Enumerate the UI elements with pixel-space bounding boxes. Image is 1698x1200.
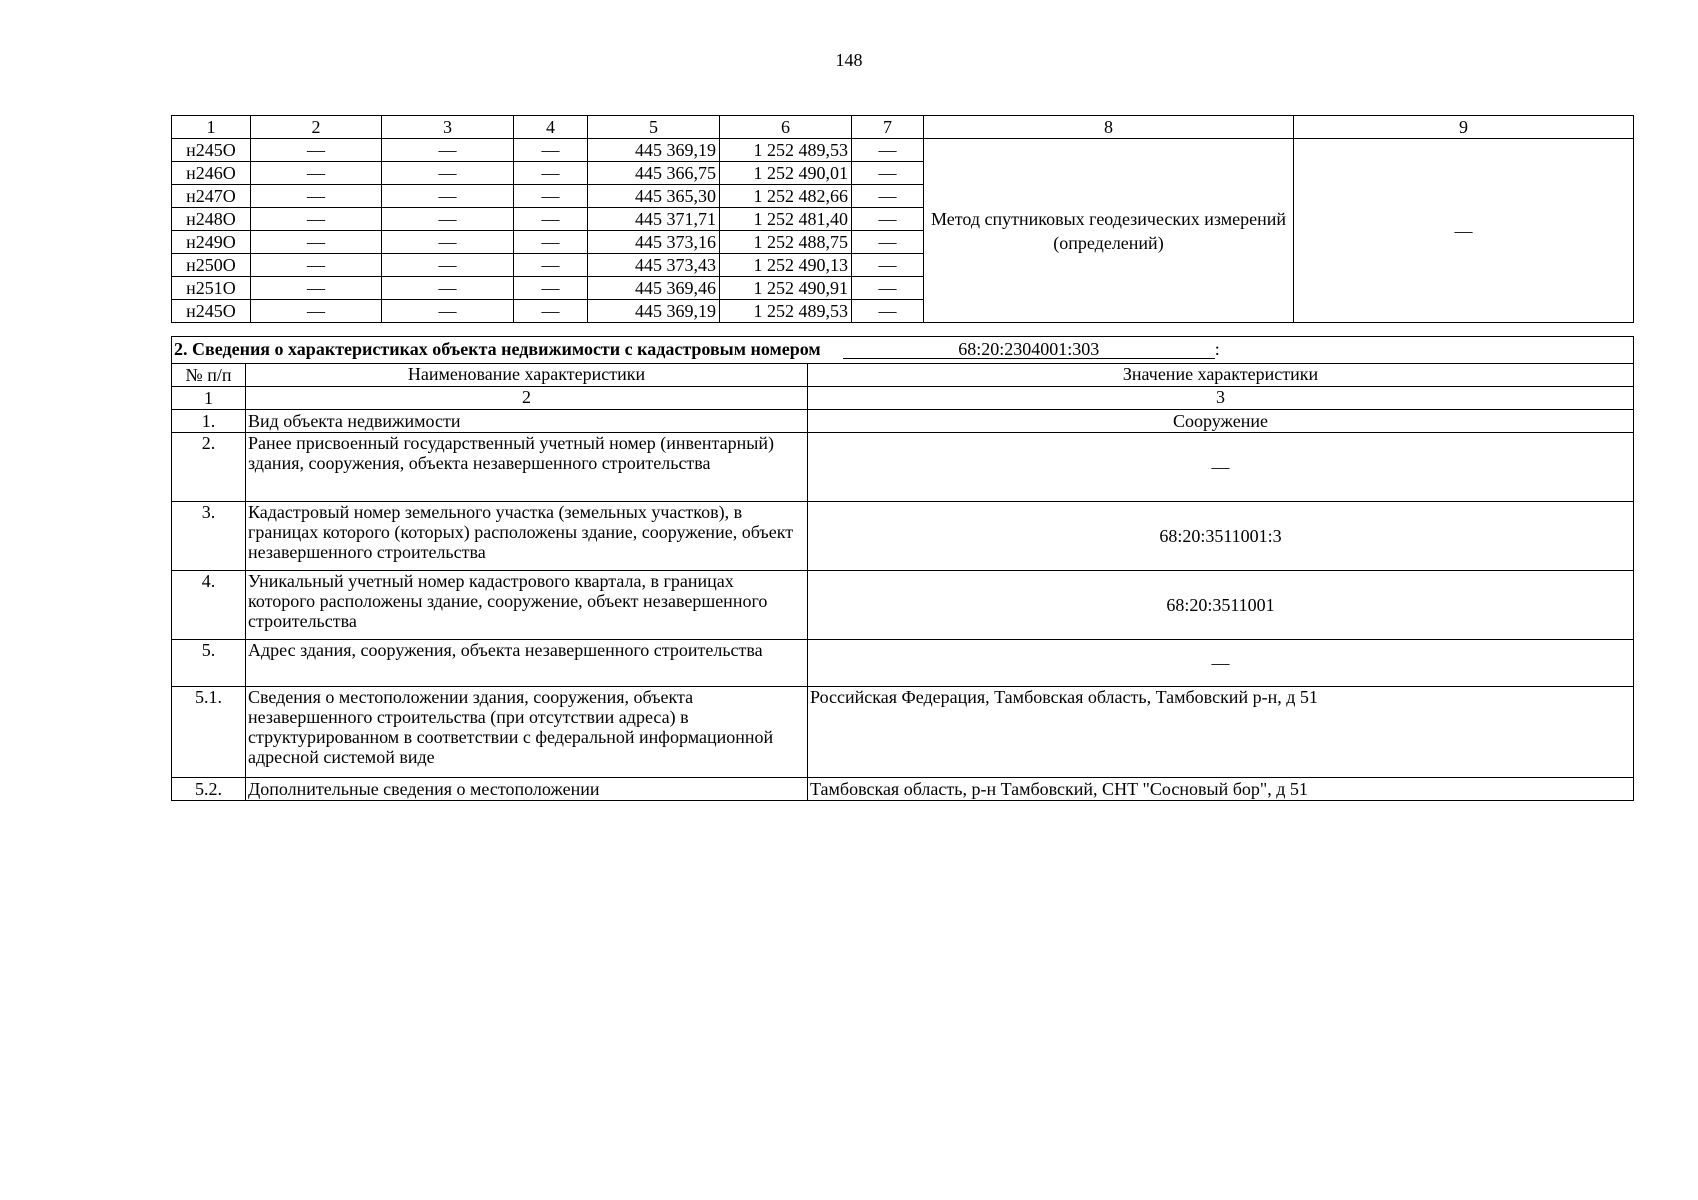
characteristic-value: Тамбовская область, р-н Тамбовский, СНТ "Сосновый бор", д 51 (808, 778, 1634, 801)
characteristic-name: Уникальный учетный номер кадастрового квартала, в границах которого расположены здание, сооружение, объект незавершенного строительства (246, 571, 808, 640)
row-number: 5.1. (172, 687, 246, 778)
characteristic-value: 68:20:3511001:3 (808, 502, 1634, 571)
column-header: 1 (172, 116, 251, 139)
point-name: н248О (172, 208, 251, 231)
coord-x: 445 373,16 (588, 231, 720, 254)
characteristics-header-row (172, 364, 1634, 387)
table-row (172, 778, 1634, 801)
characteristic-name: Кадастровый номер земельного участка (земельных участков), в границах которого (которых) расположены здание, сооружение, объект незавершенного строительства (246, 502, 808, 571)
characteristic-name: Ранее присвоенный государственный учетный номер (инвентарный) здания, сооружения, объекта незавершенного строительства (246, 433, 808, 502)
characteristic-name: Дополнительные сведения о местоположении (246, 778, 808, 801)
characteristic-name: Адрес здания, сооружения, объекта незавершенного строительства (246, 640, 808, 687)
table-cell: — (514, 277, 588, 300)
table-cell: — (251, 185, 382, 208)
coord-x: 445 365,30 (588, 185, 720, 208)
section-title-row (172, 337, 1634, 364)
coord-y: 1 252 489,53 (720, 139, 852, 162)
table-cell: — (382, 300, 514, 323)
table-cell: — (514, 139, 588, 162)
header-num: № п/п (172, 364, 246, 387)
coord-y: 1 252 482,66 (720, 185, 852, 208)
column-header: 5 (588, 116, 720, 139)
table-cell: — (852, 231, 924, 254)
table-cell: — (852, 208, 924, 231)
column-header: 9 (1294, 116, 1634, 139)
coord-x: 445 369,19 (588, 300, 720, 323)
table-cell: — (852, 277, 924, 300)
table-cell: — (251, 231, 382, 254)
point-name: н251О (172, 277, 251, 300)
point-name: н245О (172, 300, 251, 323)
column-header: 6 (720, 116, 852, 139)
row-number: 1. (172, 410, 246, 433)
coord-x: 445 366,75 (588, 162, 720, 185)
coord-y: 1 252 488,75 (720, 231, 852, 254)
column-header: 2 (251, 116, 382, 139)
coord-x: 445 369,46 (588, 277, 720, 300)
characteristic-name: Вид объекта недвижимости (246, 410, 808, 433)
characteristic-name: Сведения о местоположении здания, сооружения, объекта незавершенного строительства (при отсутствии адреса) в структурированном в соответствии с федеральной информационной адресной системой виде (246, 687, 808, 778)
method-cell: Метод спутниковых геодезических измерений (определений) (924, 139, 1294, 323)
point-name: н250О (172, 254, 251, 277)
table-cell: — (514, 254, 588, 277)
column-header: 3 (382, 116, 514, 139)
table-cell: — (382, 254, 514, 277)
row-number: 4. (172, 571, 246, 640)
characteristic-value: — (808, 433, 1634, 502)
table-cell: — (514, 208, 588, 231)
index-row (172, 387, 1634, 410)
table-cell: — (514, 185, 588, 208)
table-cell: — (382, 139, 514, 162)
table-cell: — (852, 139, 924, 162)
row-number: 5. (172, 640, 246, 687)
coord-y: 1 252 481,40 (720, 208, 852, 231)
point-name: н246О (172, 162, 251, 185)
table-cell: — (251, 300, 382, 323)
coord-x: 445 371,71 (588, 208, 720, 231)
table-cell: — (514, 162, 588, 185)
header-name: Наименование характеристики (246, 364, 808, 387)
characteristic-value: Российская Федерация, Тамбовская область, Тамбовский р-н, д 51 (808, 687, 1634, 778)
header-value: Значение характеристики (808, 364, 1634, 387)
coord-y: 1 252 490,91 (720, 277, 852, 300)
table-cell: — (382, 208, 514, 231)
coord-y: 1 252 490,13 (720, 254, 852, 277)
index-cell: 1 (172, 387, 246, 410)
table-cell: — (852, 162, 924, 185)
table-row (172, 640, 1634, 687)
row-number: 5.2. (172, 778, 246, 801)
table-row (172, 139, 1634, 162)
column-header: 4 (514, 116, 588, 139)
point-name: н249О (172, 231, 251, 254)
table-cell: — (514, 300, 588, 323)
table-row (172, 687, 1634, 778)
characteristic-value: — (808, 640, 1634, 687)
index-cell: 2 (246, 387, 808, 410)
characteristic-value: 68:20:3511001 (808, 571, 1634, 640)
row-number: 2. (172, 433, 246, 502)
point-name: н245О (172, 139, 251, 162)
column-header: 8 (924, 116, 1294, 139)
colon: : (1214, 339, 1220, 359)
table-row (172, 433, 1634, 502)
table-cell: — (251, 162, 382, 185)
coord-y: 1 252 490,01 (720, 162, 852, 185)
index-cell: 3 (808, 387, 1634, 410)
coord-x: 445 369,19 (588, 139, 720, 162)
table-row (172, 571, 1634, 640)
column-header: 7 (852, 116, 924, 139)
section-title: 2. Сведения о характеристиках объекта недвижимости с кадастровым номером (174, 339, 821, 359)
characteristic-value: Сооружение (808, 410, 1634, 433)
table-cell: — (251, 277, 382, 300)
table-cell: — (382, 231, 514, 254)
row-number: 3. (172, 502, 246, 571)
table-cell: — (852, 185, 924, 208)
table-cell: — (852, 300, 924, 323)
table-cell: — (251, 208, 382, 231)
coord-x: 445 373,43 (588, 254, 720, 277)
table-row (172, 410, 1634, 433)
table-cell: — (382, 162, 514, 185)
table-cell: — (382, 277, 514, 300)
cadastral-number: 68:20:2304001:303 (843, 340, 1215, 359)
characteristics-table (171, 336, 1634, 801)
table-cell: — (382, 185, 514, 208)
table-cell: — (852, 254, 924, 277)
coordinates-header-row (172, 116, 1634, 139)
table-cell: — (251, 254, 382, 277)
coordinates-table (171, 115, 1634, 323)
section-title-cell (172, 337, 1634, 364)
table-row (172, 502, 1634, 571)
coord-y: 1 252 489,53 (720, 300, 852, 323)
table-cell: — (514, 231, 588, 254)
point-name: н247О (172, 185, 251, 208)
page-number: 148 (835, 50, 863, 70)
column9-cell: — (1294, 139, 1634, 323)
table-cell: — (251, 139, 382, 162)
